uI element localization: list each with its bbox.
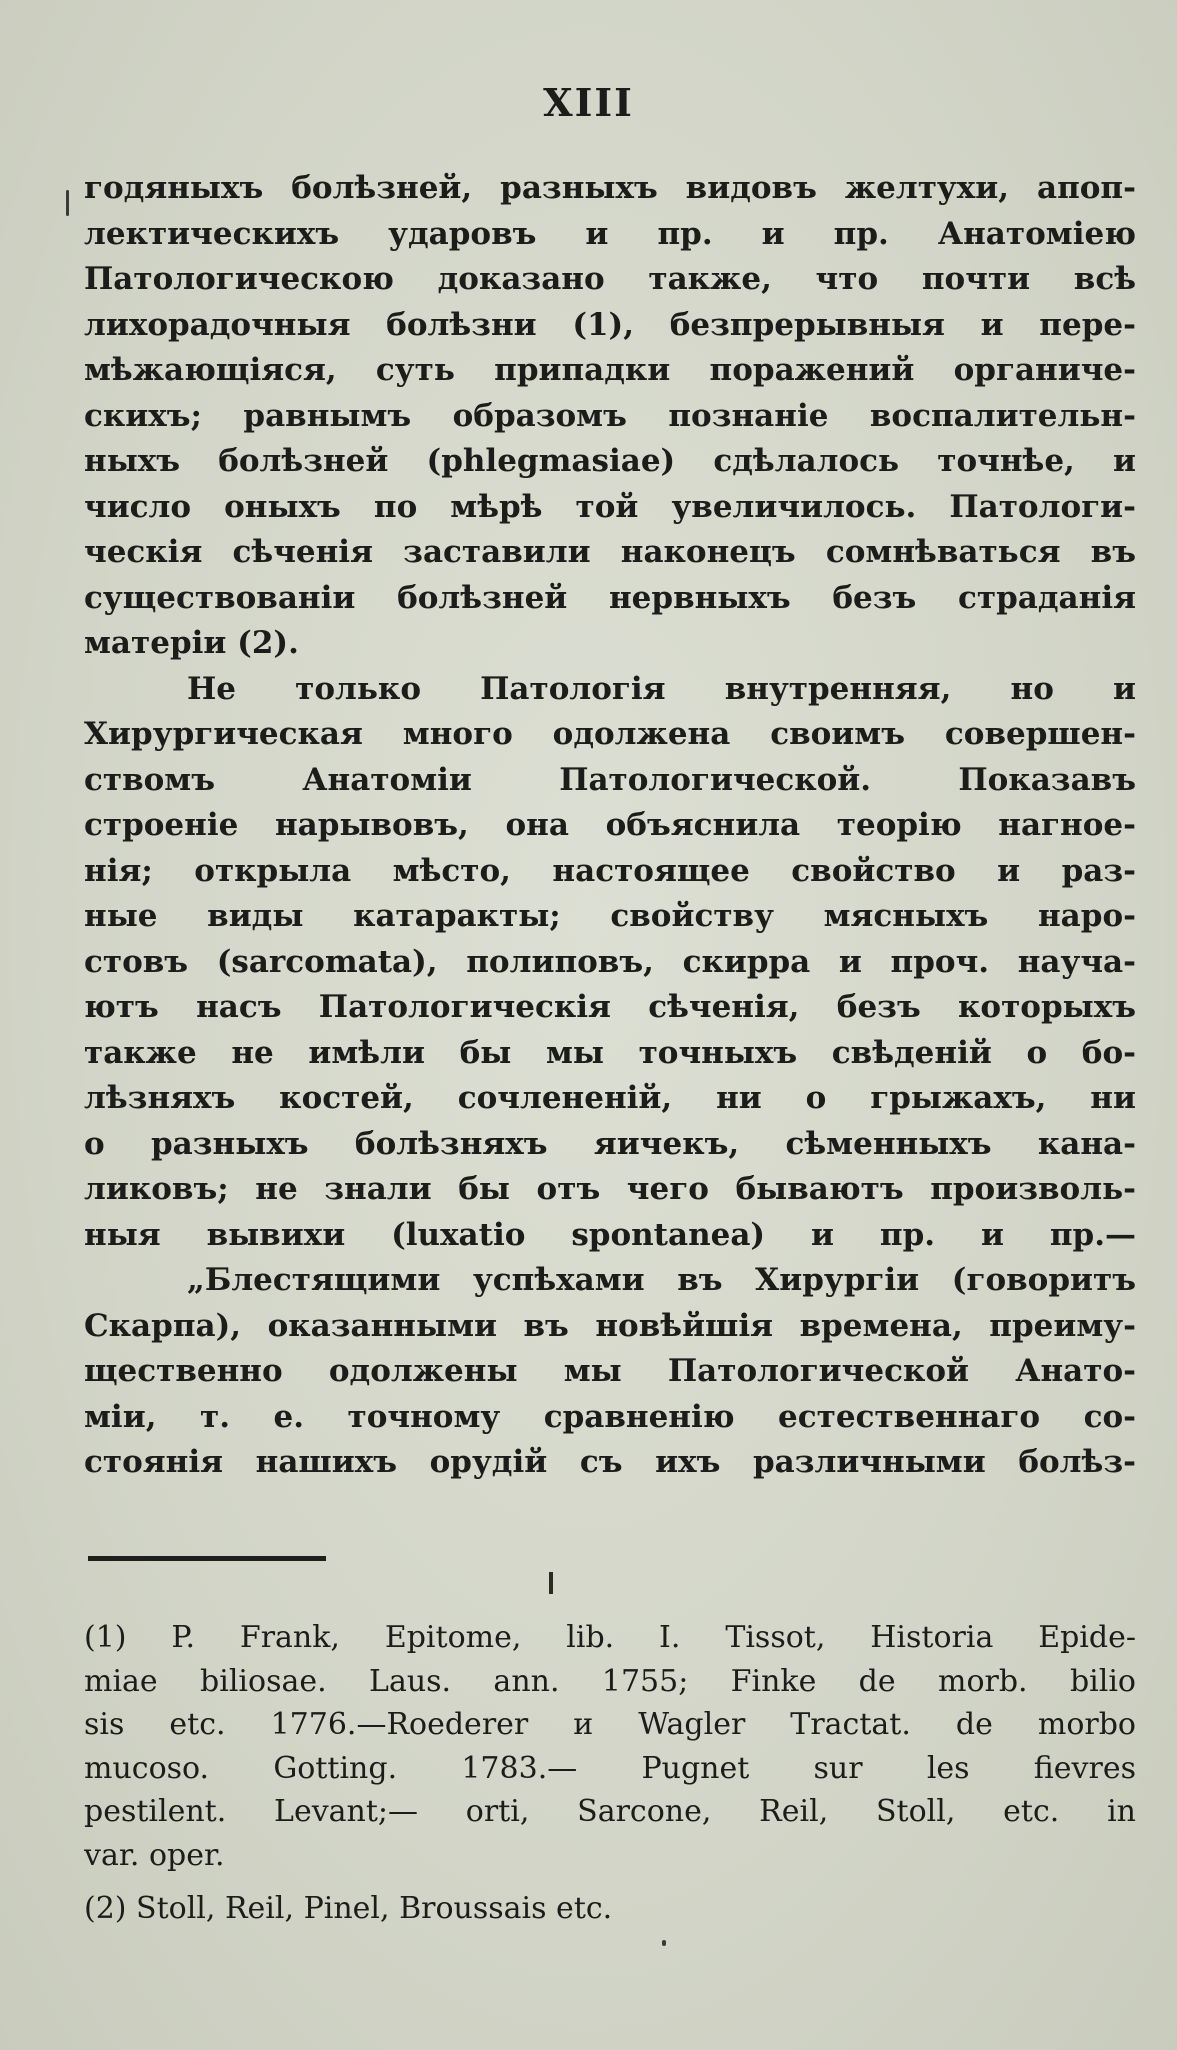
print-mark <box>549 1572 553 1594</box>
text-line: скихъ; равнымъ образомъ познаніе воспалительн- <box>84 397 1136 434</box>
ink-speck <box>662 1940 666 1946</box>
text-line: ные виды катаракты; свойству мясныхъ наро- <box>84 898 1136 934</box>
text-line: число оныхъ по мѣрѣ той увеличилось. Патологи- <box>84 488 1136 525</box>
footnote-line: sis etc. 1776.—Roederer и Wagler Tractat. de morbo <box>84 1707 1136 1742</box>
text-line: существованіи болѣзней нервныхъ безъ страданія <box>84 579 1136 616</box>
footnote-line: miae biliosae. Laus. ann. 1755; Finke de morb. bilio <box>84 1663 1136 1699</box>
text-line: ческія сѣченія заставили наконецъ сомнѣваться въ <box>84 534 1136 570</box>
text-line: также не имѣли бы мы точныхъ свѣденій о бо- <box>84 1034 1136 1071</box>
footnotes-block <box>84 1616 1136 1931</box>
page-number: XIII <box>543 80 634 125</box>
text-line: строеніе нарывовъ, она объяснила теорію нагное- <box>84 807 1136 843</box>
text-line: ликовъ; не знали бы отъ чего бываютъ произволь- <box>84 1171 1136 1207</box>
text-line: щественно одолжены мы Патологической Анато- <box>84 1353 1136 1389</box>
footnote-line: mucoso. Gotting. 1783.— Pugnet sur les fievres <box>84 1750 1136 1786</box>
footnote-divider <box>88 1556 326 1561</box>
text-line: о разныхъ болѣзняхъ яичекъ, сѣменныхъ кана- <box>84 1125 1136 1162</box>
text-line: міи, т. е. точному сравненію естественнаго со- <box>84 1398 1136 1435</box>
text-line: Патологическою доказано также, что почти всѣ <box>84 261 1136 297</box>
text-line: матеріи (2). <box>84 625 299 661</box>
footnote-line: pestilent. Levant;— orti, Sarcone, Reil, Stoll, etc. in <box>84 1794 1136 1829</box>
text-line: лектическихъ ударовъ и пр. и пр. Анатоміею <box>84 215 1136 252</box>
text-line: ютъ насъ Патологическія сѣченія, безъ которыхъ <box>84 989 1136 1025</box>
text-line: годяныхъ болѣзней, разныхъ видовъ желтухи, апоп- <box>84 170 1136 206</box>
text-line: ныя вывихи (luxatio spontanea) и пр. и пр.— <box>84 1216 1136 1253</box>
text-line: Скарпа), оказанными въ новѣйшія времена, преиму- <box>84 1307 1136 1344</box>
text-line: стовъ (sarcomata), полиповъ, скирра и проч. научa- <box>84 943 1136 980</box>
text-line: нія; открыла мѣсто, настоящее свойство и раз- <box>84 852 1136 889</box>
text-line: стоянія нашихъ орудій съ ихъ различными болѣз- <box>84 1444 1136 1480</box>
ink-speck <box>66 190 69 216</box>
footnote-line: var. oper. <box>84 1837 225 1873</box>
footnote-line: (1) P. Frank, Epitome, lib. I. Tissot, Historia Epide- <box>84 1620 1136 1655</box>
text-line: „Блестящими успѣхами въ Хирургіи (говоритъ <box>187 1262 1136 1298</box>
text-line: Хирургическая много одолжена своимъ совершен- <box>84 716 1136 752</box>
text-line: лѣзняхъ костей, сочлененій, ни о грыжахъ, ни <box>84 1080 1136 1116</box>
text-line: ствомъ Анатоміи Патологической. Показавъ <box>84 761 1136 798</box>
text-line: лихорадочныя болѣзни (1), безпрерывныя и пере- <box>84 306 1136 343</box>
text-line: Не только Патологія внутренняя, но и <box>187 670 1136 707</box>
text-line: мѣжающіяся, суть припадки поражений органиче- <box>84 352 1136 388</box>
footnote-line: (2) Stoll, Reil, Pinel, Broussais etc. <box>84 1891 613 1926</box>
text-line: ныхъ болѣзней (phlegmasiae) сдѣлалось точнѣе, и <box>84 443 1136 479</box>
main-text-block <box>84 166 1136 1486</box>
